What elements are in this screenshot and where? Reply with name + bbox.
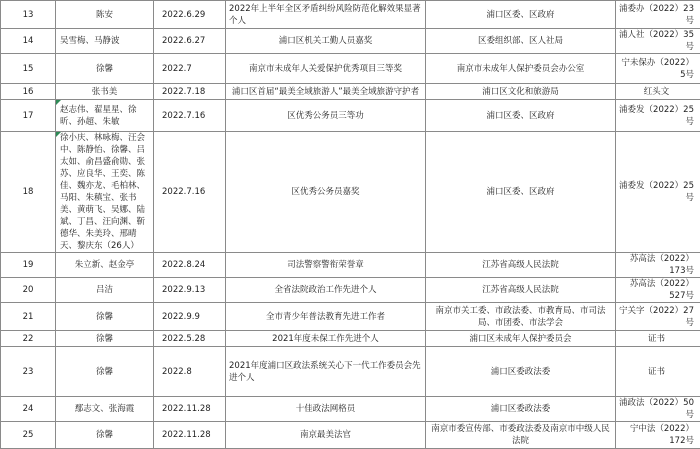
- awarding-body: 浦口区委、区政府: [426, 132, 616, 253]
- awarding-body: 浦口区委政法委: [426, 347, 616, 397]
- document-number: 苏高法（2022）173号: [616, 253, 700, 278]
- document-number: 证书: [616, 331, 700, 347]
- table-row: [1, 422, 700, 449]
- award-title: 2022年上半年全区矛盾纠纷风险防范化解效果显著个人: [226, 1, 426, 29]
- table-row: [1, 347, 700, 397]
- award-date: 2022.8.24: [154, 253, 226, 278]
- recipient-names: 徐馨: [56, 331, 154, 347]
- document-number: 浦委发（2022）25号: [616, 132, 700, 253]
- recipient-names: 徐馨: [56, 347, 154, 397]
- table-row: [1, 253, 700, 278]
- document-number: 宁未保办（2022）5号: [616, 54, 700, 84]
- document-number: 红头文: [616, 84, 700, 100]
- table-row: [1, 303, 700, 331]
- table-row: [1, 100, 700, 132]
- award-title: 区优秀公务员嘉奖: [226, 132, 426, 253]
- document-number: 浦委发（2022）25号: [616, 100, 700, 132]
- table-row: [1, 1, 700, 29]
- awarding-body: 浦口区未成年人保护委员会: [426, 331, 616, 347]
- recipient-names: 徐馨: [56, 422, 154, 449]
- awarding-body: 区委组织部、区人社局: [426, 29, 616, 54]
- award-date: 2022.7.16: [154, 132, 226, 253]
- recipient-names: 吕洁: [56, 278, 154, 303]
- award-date: 2022.7.16: [154, 100, 226, 132]
- document-number: 浦政法（2022）50号: [616, 397, 700, 422]
- row-number: 21: [1, 303, 56, 331]
- award-title: 全省法院政治工作先进个人: [226, 278, 426, 303]
- row-number: 19: [1, 253, 56, 278]
- row-number: 16: [1, 84, 56, 100]
- award-date: 2022.11.28: [154, 397, 226, 422]
- award-title: 浦口区首届“最美全域旅游人”最美全域旅游守护者: [226, 84, 426, 100]
- recipient-names: 鄢志文、张海霞: [56, 397, 154, 422]
- award-title: 南京市未成年人关爱保护优秀项目三等奖: [226, 54, 426, 84]
- recipient-names: 陈安: [56, 1, 154, 29]
- award-date: 2022.11.28: [154, 422, 226, 449]
- awarding-body: 浦口区委、区政府: [426, 100, 616, 132]
- award-title: 南京最美法官: [226, 422, 426, 449]
- award-date: 2022.9.9: [154, 303, 226, 331]
- row-number: 13: [1, 1, 56, 29]
- table-row: [1, 132, 700, 253]
- awarding-body: 江苏省高级人民法院: [426, 253, 616, 278]
- award-title: 司法警察警衔荣誉章: [226, 253, 426, 278]
- document-number: 浦人社（2022）35号: [616, 29, 700, 54]
- table-row: [1, 331, 700, 347]
- awarding-body: 南京市委宣传部、市委政法委及南京市中级人民法院: [426, 422, 616, 449]
- award-date: 2022.5.28: [154, 331, 226, 347]
- row-number: 25: [1, 422, 56, 449]
- award-title: 浦口区机关工勤人员嘉奖: [226, 29, 426, 54]
- award-date: 2022.6.27: [154, 29, 226, 54]
- row-number: 17: [1, 100, 56, 132]
- document-number: 宁关字（2022）27号: [616, 303, 700, 331]
- award-title: 2021年度未保工作先进个人: [226, 331, 426, 347]
- recipient-names: 赵志伟、翟星星、徐昕、孙超、朱敏: [56, 100, 154, 132]
- awarding-body: 浦口区文化和旅游局: [426, 84, 616, 100]
- row-number: 20: [1, 278, 56, 303]
- table-row: [1, 29, 700, 54]
- row-number: 15: [1, 54, 56, 84]
- awarding-body: 浦口区委、区政府: [426, 1, 616, 29]
- document-number: 宁中法（2022）172号: [616, 422, 700, 449]
- awarding-body: 江苏省高级人民法院: [426, 278, 616, 303]
- awarding-body: 南京市关工委、市政法委、市教育局、市司法局、市团委、市法学会: [426, 303, 616, 331]
- award-date: 2022.8: [154, 347, 226, 397]
- award-date: 2022.9.13: [154, 278, 226, 303]
- recipient-names: 徐馨: [56, 303, 154, 331]
- row-number: 24: [1, 397, 56, 422]
- row-number: 22: [1, 331, 56, 347]
- awarding-body: 浦口区委政法委: [426, 397, 616, 422]
- award-title: 区优秀公务员三等功: [226, 100, 426, 132]
- award-title: 全市青少年普法教育先进工作者: [226, 303, 426, 331]
- recipient-names: 张书美: [56, 84, 154, 100]
- award-date: 2022.7: [154, 54, 226, 84]
- table-row: [1, 54, 700, 84]
- recipient-names: 徐馨: [56, 54, 154, 84]
- recipient-names: 朱立新、赵金亭: [56, 253, 154, 278]
- award-date: 2022.6.29: [154, 1, 226, 29]
- awarding-body: 南京市未成年人保护委员会办公室: [426, 54, 616, 84]
- document-number: 证书: [616, 347, 700, 397]
- recipient-names: 徐小庆、林咏梅、汪会中、陈静怡、徐馨、吕太如、俞昌盛俞勋、张苏、应良华、王奕、陈佳、魏亦龙、毛柏林、马阳、朱稹宝、张书美、黄萌飞、吴娜、陆斌、丁昌、汪向渊、靳德华、朱美玲、邢晴天、黎庆东（26人）: [56, 132, 154, 253]
- row-number: 18: [1, 132, 56, 253]
- award-title: 十佳政法网格员: [226, 397, 426, 422]
- recipient-names: 吴雪梅、马静波: [56, 29, 154, 54]
- table-row: [1, 84, 700, 100]
- award-title: 2021年度浦口区政法系统关心下一代工作委员会先进个人: [226, 347, 426, 397]
- document-number: 苏高法（2022）527号: [616, 278, 700, 303]
- row-number: 14: [1, 29, 56, 54]
- table-row: [1, 397, 700, 422]
- table-row: [1, 278, 700, 303]
- row-number: 23: [1, 347, 56, 397]
- award-date: 2022.7.18: [154, 84, 226, 100]
- document-number: 浦委办（2022）23号: [616, 1, 700, 29]
